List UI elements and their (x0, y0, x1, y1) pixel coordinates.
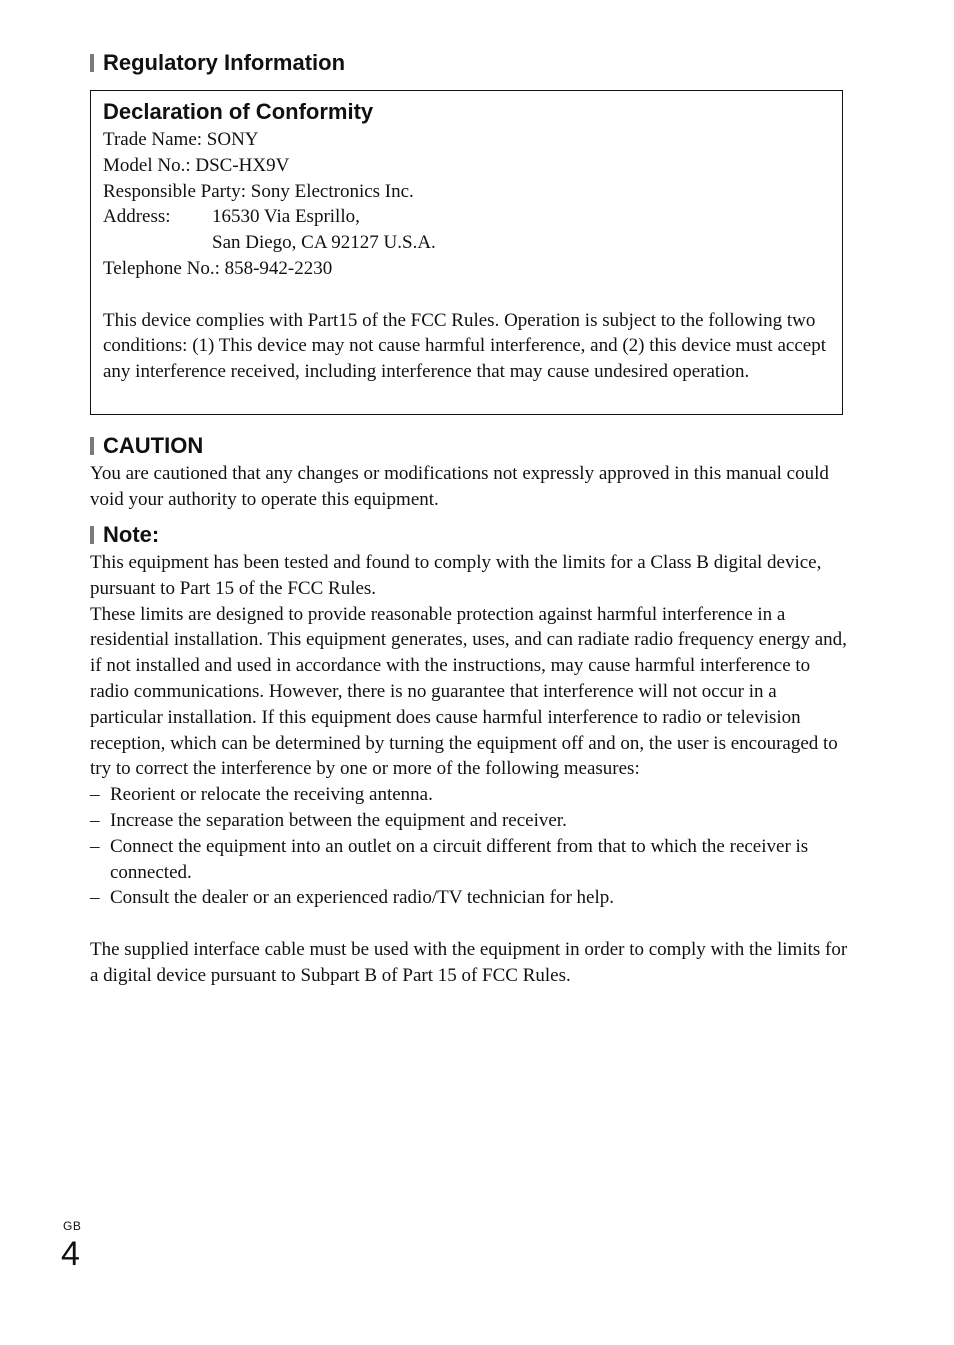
caution-paragraph: You are cautioned that any changes or modifications not expressly approved in this manual could void your authority to operate this equipment. (90, 463, 829, 510)
section-marker-bar (90, 54, 94, 72)
list-item (90, 885, 850, 911)
list-dash: – (90, 809, 100, 831)
caution-heading-text: CAUTION (103, 433, 204, 458)
list-item-text: Connect the equipment into an outlet on a circuit different from that to which the receiver is connected. (110, 835, 809, 883)
address-row (103, 204, 830, 230)
note-paragraph-2: These limits are designed to provide reasonable protection against harmful interference in a residential installation. This equipment generates, uses, and can radiate radio frequency energy and, if not installed and used in accordance with the instructions, may cause harmful interference to radio communications. However, there is no guarantee that interference will not occur in a particular installation. If this equipment does cause harmful interference to radio or television reception, which can be determined by turning the equipment off and on, the user is encouraged to try to correct the interference by one or more of the following measures: (90, 603, 847, 780)
declaration-details (103, 127, 830, 385)
page-number: 4 (61, 1235, 80, 1273)
list-item (90, 834, 850, 886)
regulatory-heading (90, 50, 345, 76)
trade-name: Trade Name: SONY (103, 129, 259, 150)
list-dash: – (90, 784, 100, 806)
note-heading-text: Note: (103, 522, 160, 547)
blank-line (103, 282, 830, 308)
list-dash: – (90, 887, 100, 909)
region-code: GB (63, 1219, 82, 1233)
address-line-2: San Diego, CA 92127 U.S.A. (212, 232, 436, 254)
list-dash: – (90, 835, 100, 857)
regulatory-heading-text: Regulatory Information (103, 50, 346, 75)
note-heading (90, 522, 159, 548)
closing-paragraph: The supplied interface cable must be used with the equipment in order to comply with the limits for a digital device pursuant to Subpart B of Part 15 of FCC Rules. (90, 938, 848, 986)
section-marker-bar (90, 437, 94, 455)
address-label: Address: (103, 206, 171, 228)
declaration-box (90, 90, 843, 415)
telephone-number: Telephone No.: 858-942-2230 (103, 257, 333, 279)
compliance-statement: This device complies with Part15 of the FCC Rules. Operation is subject to the following two conditions: (1) This device may not cause harmful interference, and (2) this device must accept any interference received, including interference that may cause undesired operation. (103, 309, 826, 383)
declaration-title: Declaration of Conformity (103, 99, 374, 124)
list-item-text: Reorient or relocate the receiving antenna. (110, 784, 433, 806)
address-line-1: 16530 Via Esprillo, (212, 206, 360, 228)
note-body (90, 550, 850, 989)
list-item-text: Increase the separation between the equipment and receiver. (110, 809, 567, 831)
model-number: Model No.: DSC-HX9V (103, 154, 290, 176)
measures-list (90, 782, 850, 911)
list-item (90, 808, 850, 834)
responsible-party: Responsible Party: Sony Electronics Inc. (103, 180, 414, 202)
note-paragraph-1: This equipment has been tested and found to comply with the limits for a Class B digital device, pursuant to Part 15 of the FCC Rules. (90, 552, 822, 599)
list-item (90, 782, 850, 808)
section-marker-bar (90, 526, 94, 544)
list-item-text: Consult the dealer or an experienced radio/TV technician for help. (110, 887, 615, 909)
caution-heading (90, 433, 203, 459)
